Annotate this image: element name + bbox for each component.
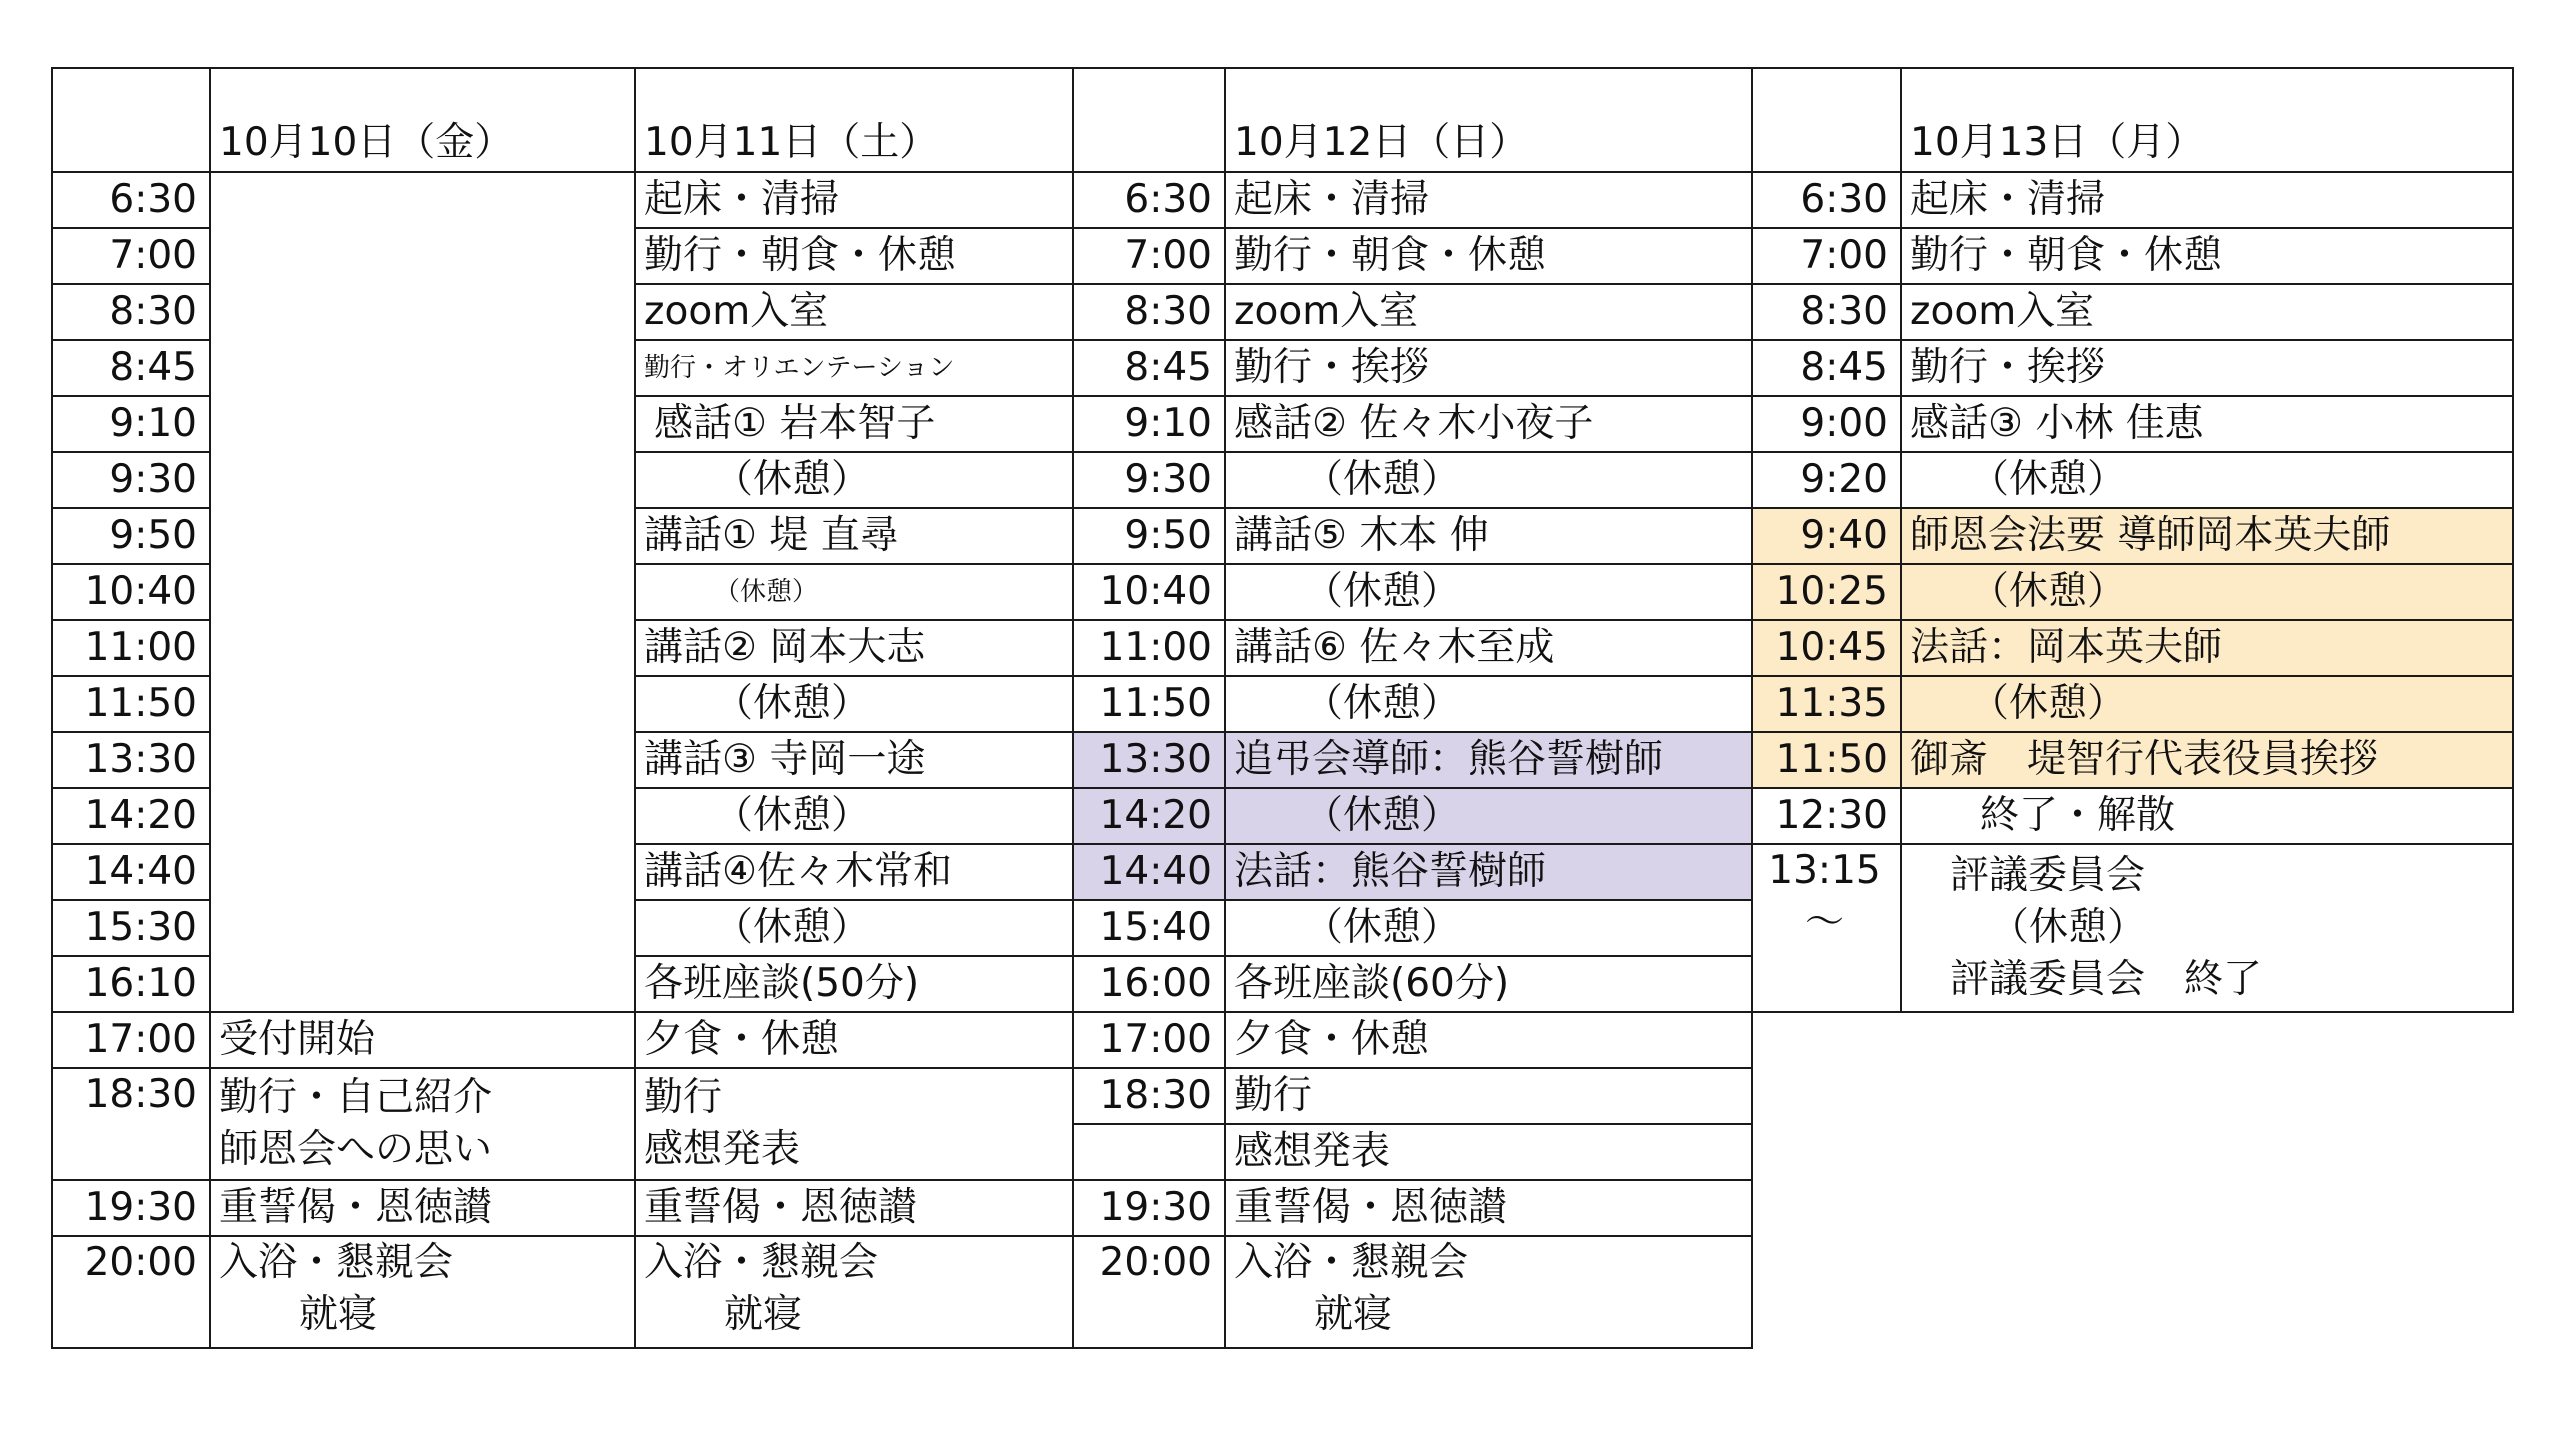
time-cell: 8:30 [1752, 284, 1901, 340]
event-cell: 勤行・朝食・休憩 [1225, 228, 1752, 284]
event-cell: 法話：岡本英夫師 [1901, 620, 2513, 676]
time-cell: 9:10 [1073, 396, 1225, 452]
event-cell: （休憩） [635, 452, 1073, 508]
time-cell: 6:30 [1073, 172, 1225, 228]
event-cell: 法話：熊谷誓樹師 [1225, 844, 1752, 900]
event-cell: （休憩） [1901, 564, 2513, 620]
time-cell: 17:00 [52, 1012, 210, 1068]
event-cell: 師恩会法要 導師岡本英夫師 [1901, 508, 2513, 564]
event-line: 師恩会への思い [219, 1127, 493, 1172]
event-cell: 感話② 佐々木小夜子 [1225, 396, 1752, 452]
event-cell: 感想発表 [1225, 1124, 1752, 1180]
event-line: 感想発表 [644, 1127, 801, 1172]
event-cell: 御斎 堤智行代表役員挨拶 [1901, 732, 2513, 788]
header-day1: 10月10日（金） [210, 68, 635, 172]
event-cell: （休憩） [1901, 452, 2513, 508]
time-cell: 15:40 [1073, 900, 1225, 956]
header-day3: 10月12日（日） [1225, 68, 1752, 172]
day1-empty-block [210, 172, 635, 1012]
event-cell: （休憩） [1225, 788, 1752, 844]
time-cell: 18:30 [52, 1068, 210, 1180]
event-cell: 追弔会導師：熊谷誓樹師 [1225, 732, 1752, 788]
time-cell: 9:30 [52, 452, 210, 508]
header-day4: 10月13日（月） [1901, 68, 2513, 172]
time-cell: 11:50 [1752, 732, 1901, 788]
event-cell: 勤行・挨拶 [1901, 340, 2513, 396]
event-cell: 夕食・休憩 [1225, 1012, 1752, 1068]
time-cell: 9:50 [52, 508, 210, 564]
event-cell: （休憩） [1225, 900, 1752, 956]
header-time-cell [1073, 68, 1225, 172]
event-cell: 受付開始 [210, 1012, 635, 1068]
time-cell: 10:40 [1073, 564, 1225, 620]
day4-evening-time-cell [1752, 844, 1901, 1012]
event-cell: zoom入室 [635, 284, 1073, 340]
event-cell: （休憩） [1225, 676, 1752, 732]
header-day2: 10月11日（土） [635, 68, 1073, 172]
header-row [52, 68, 2513, 172]
event-line: 勤行 [644, 1075, 723, 1120]
time-cell: 8:45 [1073, 340, 1225, 396]
time-cell: 11:00 [1073, 620, 1225, 676]
table-row [52, 1012, 2513, 1068]
time-cell: 8:30 [52, 284, 210, 340]
event-cell: 講話⑤ 木本 伸 [1225, 508, 1752, 564]
day4-evening-event-cell [1901, 844, 2513, 1012]
event-cell: 各班座談(60分) [1225, 956, 1752, 1012]
event-cell: 勤行・挨拶 [1225, 340, 1752, 396]
time-label: 13:15 [1768, 848, 1881, 893]
time-cell: 10:40 [52, 564, 210, 620]
header-time-cell [52, 68, 210, 172]
time-cell: 16:00 [1073, 956, 1225, 1012]
time-cell: 9:30 [1073, 452, 1225, 508]
event-cell: 重誓偈・恩徳讃 [1225, 1180, 1752, 1236]
header-time-cell [1752, 68, 1901, 172]
time-cell: 14:40 [1073, 844, 1225, 900]
time-cell: 14:20 [52, 788, 210, 844]
day4-empty-area [1752, 1012, 2513, 1348]
table-row [52, 172, 2513, 228]
time-cell: 14:20 [1073, 788, 1225, 844]
time-cell: 17:00 [1073, 1012, 1225, 1068]
event-cell [1225, 1236, 1752, 1348]
time-cell: 8:45 [52, 340, 210, 396]
event-line: 入浴・懇親会 [219, 1240, 454, 1285]
time-cell: 9:00 [1752, 396, 1901, 452]
event-line: 評議委員会 終了 [1950, 957, 2263, 1002]
event-cell: 勤行 [1225, 1068, 1752, 1124]
event-cell [635, 1068, 1073, 1180]
time-cell: 19:30 [1073, 1180, 1225, 1236]
event-line: （休憩） [1990, 905, 2147, 950]
event-cell: 勤行・朝食・休憩 [635, 228, 1073, 284]
event-cell: 講話⑥ 佐々木至成 [1225, 620, 1752, 676]
time-cell: 9:10 [52, 396, 210, 452]
time-cell: 8:30 [1073, 284, 1225, 340]
event-cell: （休憩） [635, 564, 1073, 620]
event-cell: 講話① 堤 直尋 [635, 508, 1073, 564]
event-line: 就寝 [299, 1292, 378, 1337]
event-cell: （休憩） [635, 676, 1073, 732]
event-cell: 講話③ 寺岡一途 [635, 732, 1073, 788]
time-cell: 16:10 [52, 956, 210, 1012]
event-cell: 勤行・オリエンテーション [635, 340, 1073, 396]
event-line: 入浴・懇親会 [644, 1240, 879, 1285]
time-cell: 7:00 [1073, 228, 1225, 284]
time-range-mark: ～ [1804, 900, 1844, 945]
event-cell: 起床・清掃 [1901, 172, 2513, 228]
event-line: 就寝 [724, 1292, 803, 1337]
time-cell: 8:45 [1752, 340, 1901, 396]
event-cell: 感話① 岩本智子 [635, 396, 1073, 452]
time-cell: 19:30 [52, 1180, 210, 1236]
time-cell: 6:30 [52, 172, 210, 228]
event-cell [635, 1236, 1073, 1348]
time-cell: 11:00 [52, 620, 210, 676]
event-cell: 夕食・休憩 [635, 1012, 1073, 1068]
event-line: 就寝 [1314, 1292, 1393, 1337]
time-cell: 13:30 [1073, 732, 1225, 788]
event-cell: 起床・清掃 [1225, 172, 1752, 228]
time-cell: 11:50 [1073, 676, 1225, 732]
event-cell: 講話② 岡本大志 [635, 620, 1073, 676]
event-cell: 起床・清掃 [635, 172, 1073, 228]
time-cell: 6:30 [1752, 172, 1901, 228]
time-cell: 11:35 [1752, 676, 1901, 732]
event-line: 評議委員会 [1950, 853, 2146, 898]
event-cell: zoom入室 [1901, 284, 2513, 340]
event-cell: zoom入室 [1225, 284, 1752, 340]
event-cell: 重誓偈・恩徳讃 [210, 1180, 635, 1236]
time-cell: 12:30 [1752, 788, 1901, 844]
time-cell: 10:45 [1752, 620, 1901, 676]
event-cell: 講話④佐々木常和 [635, 844, 1073, 900]
schedule-table [51, 67, 2514, 1349]
time-cell: 15:30 [52, 900, 210, 956]
event-line: 勤行・自己紹介 [219, 1075, 493, 1120]
event-cell: 終了・解散 [1901, 788, 2513, 844]
time-cell: 9:40 [1752, 508, 1901, 564]
event-cell: 感話③ 小林 佳恵 [1901, 396, 2513, 452]
event-cell: 重誓偈・恩徳讃 [635, 1180, 1073, 1236]
time-cell: 9:50 [1073, 508, 1225, 564]
time-cell-empty [1073, 1124, 1225, 1180]
event-cell: （休憩） [1225, 564, 1752, 620]
time-cell: 18:30 [1073, 1068, 1225, 1124]
time-cell: 7:00 [1752, 228, 1901, 284]
event-cell: （休憩） [635, 788, 1073, 844]
time-cell: 9:20 [1752, 452, 1901, 508]
time-cell: 10:25 [1752, 564, 1901, 620]
time-cell: 20:00 [1073, 1236, 1225, 1348]
event-cell: 各班座談(50分) [635, 956, 1073, 1012]
time-cell: 14:40 [52, 844, 210, 900]
event-cell: 勤行・朝食・休憩 [1901, 228, 2513, 284]
event-cell [210, 1236, 635, 1348]
time-cell: 7:00 [52, 228, 210, 284]
event-cell [210, 1068, 635, 1180]
event-cell: （休憩） [1901, 676, 2513, 732]
event-cell: （休憩） [635, 900, 1073, 956]
event-cell: （休憩） [1225, 452, 1752, 508]
event-line: 入浴・懇親会 [1234, 1240, 1469, 1285]
time-cell: 11:50 [52, 676, 210, 732]
time-cell: 20:00 [52, 1236, 210, 1348]
time-cell: 13:30 [52, 732, 210, 788]
